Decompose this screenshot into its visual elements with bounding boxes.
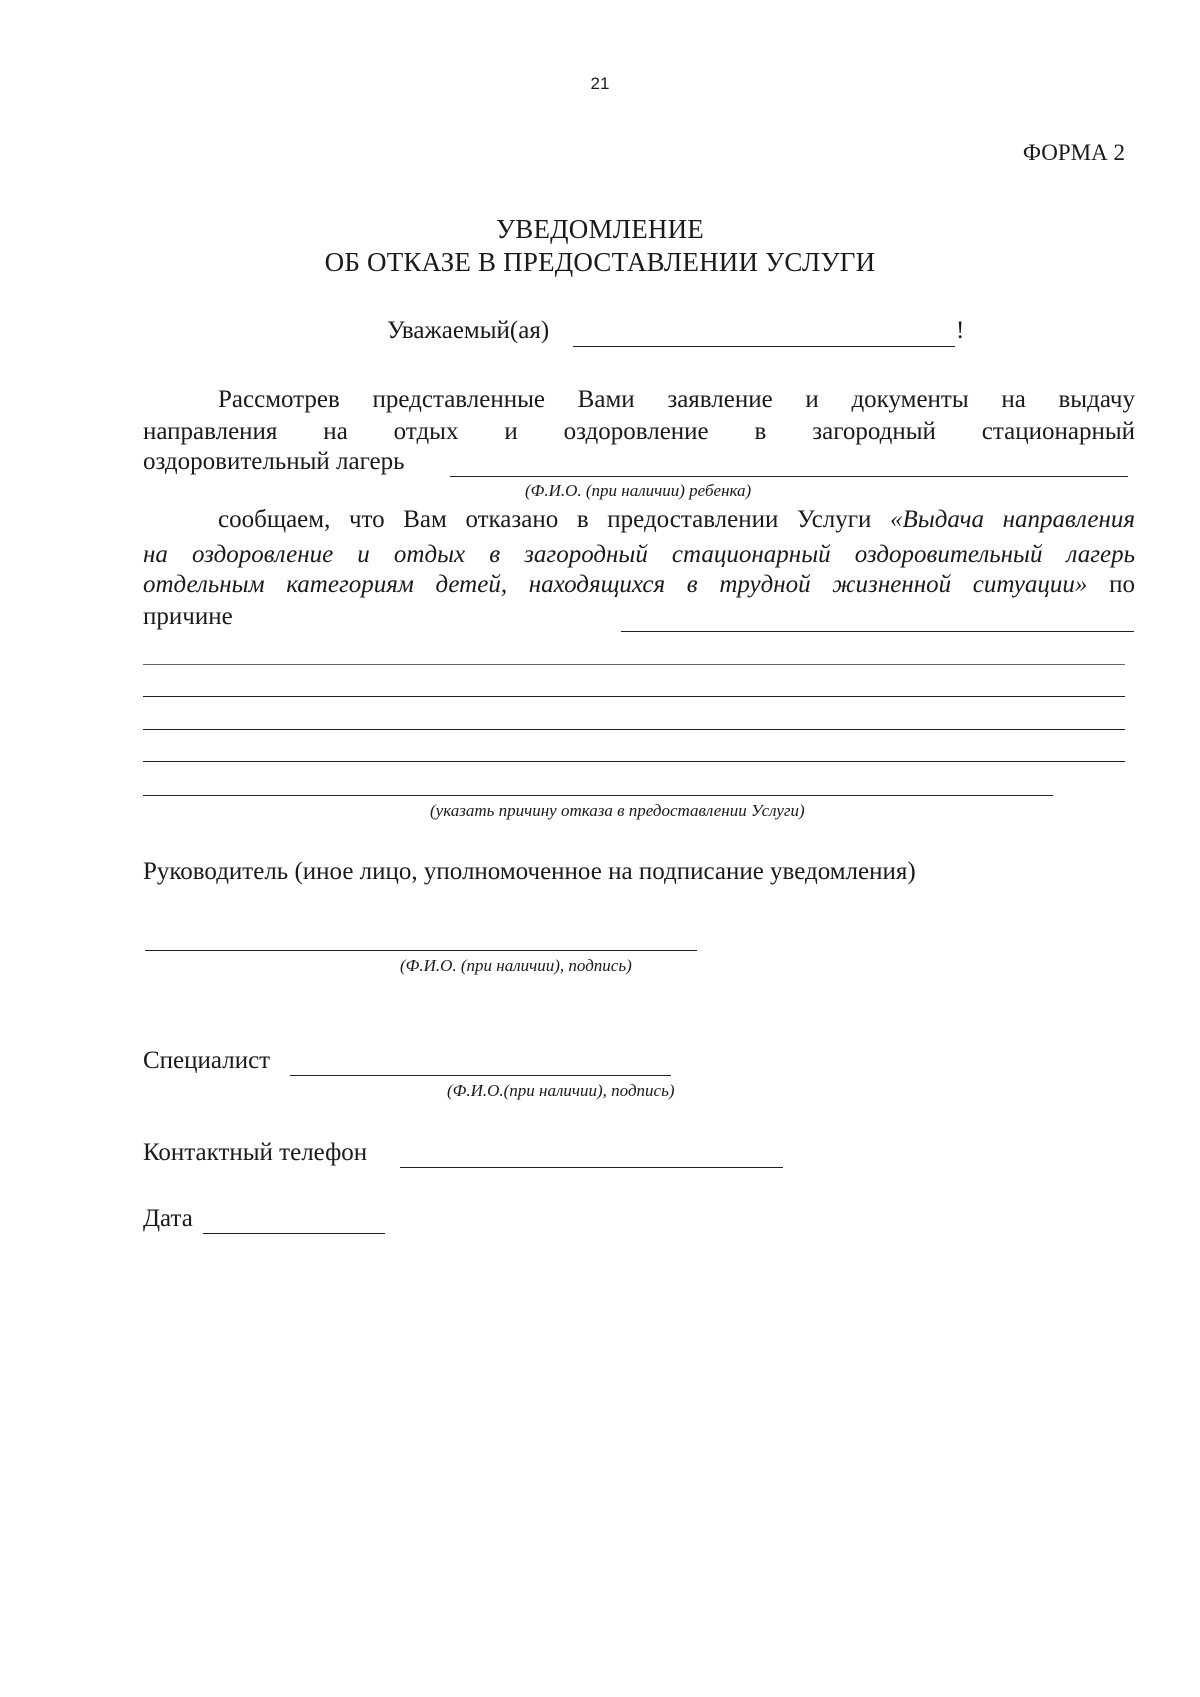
reason-field-6[interactable] (143, 795, 1053, 796)
greeting-suffix: ! (956, 317, 965, 344)
child-name-field[interactable] (450, 476, 1128, 477)
paragraph1-line3: оздоровительный лагерь (143, 448, 405, 475)
specialist-caption: (Ф.И.О.(при наличии), подпись) (447, 1081, 675, 1100)
form-label: ФОРМА 2 (1022, 140, 1125, 165)
reason-field-5[interactable] (143, 761, 1125, 762)
date-label: Дата (143, 1205, 193, 1232)
date-field[interactable] (203, 1233, 385, 1234)
paragraph2-line3 (143, 571, 1135, 599)
page-number: 21 (590, 74, 610, 93)
document-subtitle: ОБ ОТКАЗЕ В ПРЕДОСТАВЛЕНИИ УСЛУГИ (324, 247, 876, 277)
reason-field-2[interactable] (143, 664, 1125, 665)
reason-field-4[interactable] (143, 729, 1125, 730)
head-label: Руководитель (иное лицо, уполномоченное на подписание уведомления) (143, 858, 916, 885)
paragraph2-line4: причине (143, 603, 233, 630)
head-signature-field[interactable] (145, 950, 697, 951)
recipient-name-field[interactable] (573, 346, 955, 347)
paragraph2-line1 (218, 506, 1135, 534)
specialist-signature-field[interactable] (290, 1075, 671, 1076)
phone-label: Контактный телефон (143, 1139, 368, 1166)
paragraph2-line1-plain: сообщаем, что Вам отказано в предоставлении Услуги (218, 506, 891, 533)
paragraph2-line2: на оздоровление и отдых в загородный стационарный оздоровительный лагерь (143, 541, 1135, 568)
paragraph2-line3-plain: по (1087, 571, 1135, 598)
greeting-prefix: Уважаемый(ая) (387, 317, 550, 344)
reason-field-1[interactable] (621, 631, 1134, 632)
paragraph2-line3-italic: отдельным категориям детей, находящихся в трудной жизненной ситуации» (143, 571, 1088, 598)
paragraph1-line1: Рассмотрев представленные Вами заявление и документы на выдачу (218, 386, 1135, 413)
paragraph2-line1-italic: «Выдача направления (890, 506, 1136, 533)
head-signature-caption: (Ф.И.О. (при наличии), подпись) (400, 956, 632, 975)
specialist-label: Специалист (143, 1047, 271, 1074)
phone-field[interactable] (400, 1167, 783, 1168)
child-name-caption: (Ф.И.О. (при наличии) ребенка) (525, 481, 752, 500)
document-title: УВЕДОМЛЕНИЕ (495, 214, 705, 244)
paragraph1-line2: направления на отдых и оздоровление в загородный стационарный (143, 418, 1135, 445)
reason-caption: (указать причину отказа в предоставлении Услуги) (430, 801, 805, 820)
reason-field-3[interactable] (143, 696, 1125, 697)
